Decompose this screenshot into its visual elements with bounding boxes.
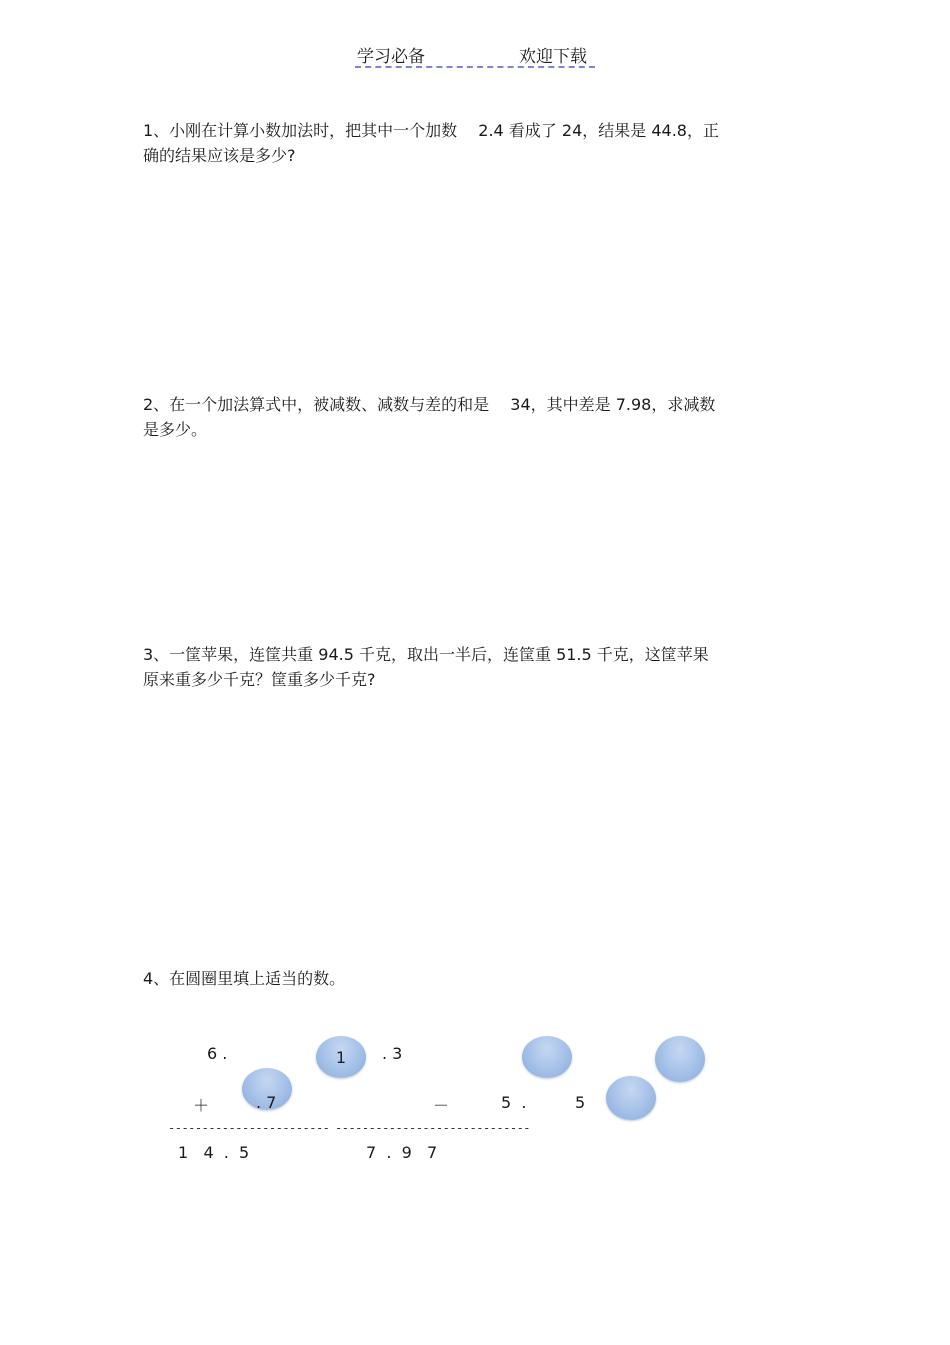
right-top-circle-2[interactable] — [655, 1036, 705, 1082]
plus-sign: ＋ — [193, 1096, 210, 1115]
right-divider-line: ----------------------------- — [335, 1121, 531, 1135]
question-3-line-2: 原来重多少千克？筐重多少千克? — [143, 670, 376, 689]
question-2-line-1: 2、在一个加法算式中，被减数、减数与差的和是 34，其中差是 7.98，求减数 — [143, 395, 716, 414]
right-result: 7 . 9 7 — [366, 1143, 438, 1162]
question-1-line-1: 1、小刚在计算小数加法时，把其中一个加数 2.4 看成了 24，结果是 44.8，正 — [143, 121, 719, 140]
question-1-line-2: 确的结果应该是多少? — [143, 146, 296, 165]
right-top-circle-1[interactable] — [522, 1036, 572, 1078]
question-3-line-1: 3、一筐苹果，连筐共重 94.5 千克，取出一半后，连筐重 51.5 千克，这筐苹果 — [143, 645, 709, 664]
question-2 — [143, 392, 803, 442]
page-header — [355, 40, 595, 68]
left-top-after: . 3 — [382, 1044, 403, 1063]
question-4-title: 4、在圆圈里填上适当的数。 — [143, 969, 346, 988]
left-top-circle-digit: 1 — [335, 1047, 347, 1067]
left-top-digit: 6 . — [207, 1044, 228, 1063]
right-mid-circle[interactable] — [606, 1076, 656, 1120]
minus-sign: － — [433, 1096, 450, 1115]
right-mid-digit: 5 . — [501, 1093, 527, 1112]
left-result: 1 4 . 5 — [178, 1143, 250, 1162]
left-mid-after: . 7 — [256, 1093, 277, 1112]
right-mid-after: 5 — [575, 1093, 586, 1112]
left-divider-line: ------------------------ — [168, 1121, 330, 1135]
header-left-text: 学习必备 — [357, 47, 425, 67]
question-3 — [143, 642, 803, 692]
left-top-circle[interactable] — [316, 1036, 366, 1078]
question-2-line-2: 是多少。 — [143, 420, 208, 439]
header-right-text: 欢迎下载 — [519, 47, 587, 67]
question-4 — [143, 966, 803, 991]
question-1 — [143, 118, 803, 168]
